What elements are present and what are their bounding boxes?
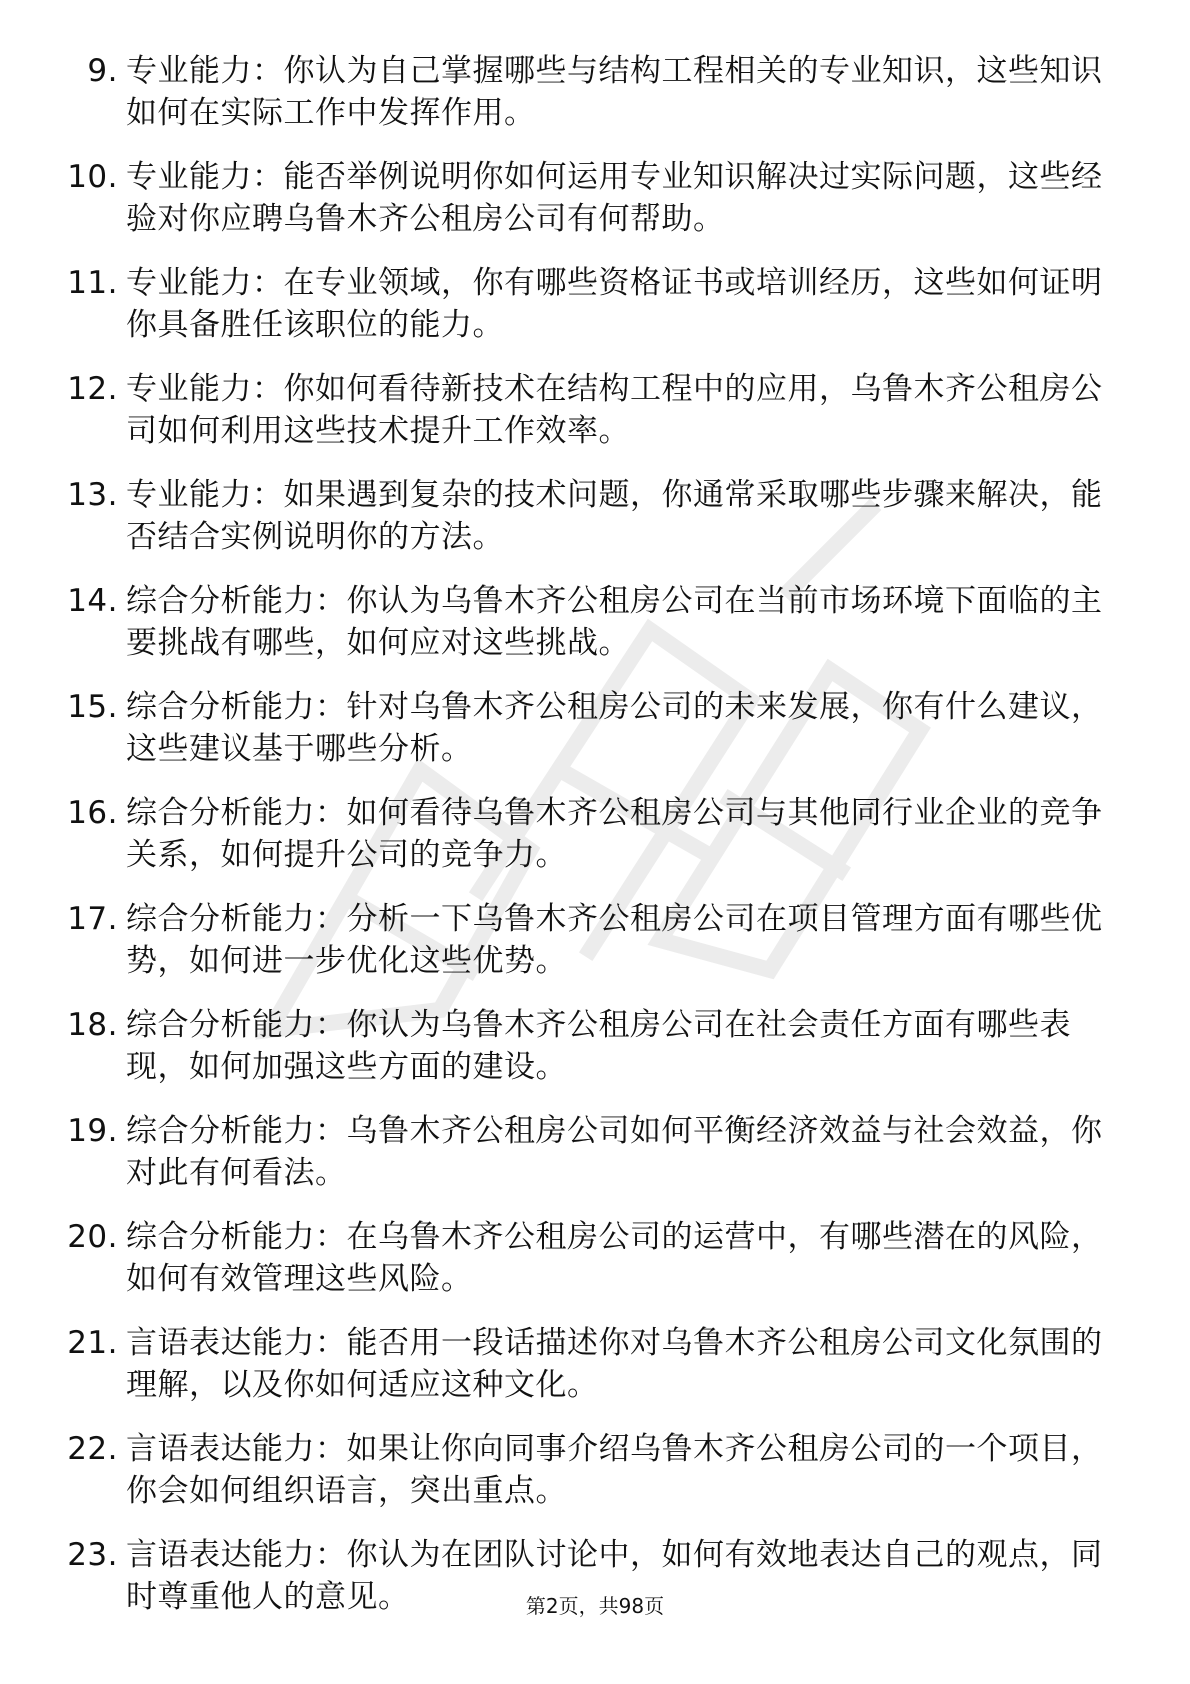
question-text: 综合分析能力：在乌鲁木齐公租房公司的运营中，有哪些潜在的风险，如何有效管理这些风险。 — [126, 1219, 1103, 1297]
question-item — [52, 1004, 1122, 1088]
question-item — [52, 1216, 1122, 1300]
question-number: 15. — [67, 689, 118, 725]
question-list — [52, 50, 1122, 1640]
question-text: 专业能力：你认为自己掌握哪些与结构工程相关的专业知识，这些知识如何在实际工作中发挥作用。 — [126, 53, 1103, 131]
question-number: 22. — [67, 1431, 118, 1467]
question-item — [52, 156, 1122, 240]
question-number: 18. — [67, 1007, 118, 1043]
question-text: 综合分析能力：乌鲁木齐公租房公司如何平衡经济效益与社会效益，你对此有何看法。 — [126, 1113, 1103, 1191]
question-number: 19. — [67, 1113, 118, 1149]
question-text: 专业能力：在专业领域，你有哪些资格证书或培训经历，这些如何证明你具备胜任该职位的能力。 — [126, 265, 1103, 343]
question-item — [52, 580, 1122, 664]
question-number: 17. — [67, 901, 118, 937]
question-text: 专业能力：能否举例说明你如何运用专业知识解决过实际问题，这些经验对你应聘乌鲁木齐公租房公司有何帮助。 — [126, 159, 1103, 237]
question-item — [52, 474, 1122, 558]
question-text: 言语表达能力：能否用一段话描述你对乌鲁木齐公租房公司文化氛围的理解，以及你如何适应这种文化。 — [126, 1325, 1103, 1403]
question-item — [52, 368, 1122, 452]
question-item — [52, 686, 1122, 770]
question-item — [52, 1110, 1122, 1194]
question-item — [52, 1428, 1122, 1512]
question-item — [52, 50, 1122, 134]
question-text: 综合分析能力：如何看待乌鲁木齐公租房公司与其他同行业企业的竞争关系，如何提升公司的竞争力。 — [126, 795, 1103, 873]
question-number: 11. — [67, 265, 118, 301]
question-number: 23. — [67, 1537, 118, 1573]
question-number: 16. — [67, 795, 118, 831]
question-text: 综合分析能力：针对乌鲁木齐公租房公司的未来发展，你有什么建议，这些建议基于哪些分析。 — [126, 689, 1103, 767]
question-item — [52, 898, 1122, 982]
question-item — [52, 262, 1122, 346]
question-number: 14. — [67, 583, 118, 619]
question-number: 10. — [67, 159, 118, 195]
question-text: 综合分析能力：你认为乌鲁木齐公租房公司在社会责任方面有哪些表现，如何加强这些方面的建设。 — [126, 1007, 1071, 1085]
question-text: 综合分析能力：你认为乌鲁木齐公租房公司在当前市场环境下面临的主要挑战有哪些，如何应对这些挑战。 — [126, 583, 1103, 661]
question-number: 12. — [67, 371, 118, 407]
question-number: 9. — [87, 53, 118, 89]
question-text: 综合分析能力：分析一下乌鲁木齐公租房公司在项目管理方面有哪些优势，如何进一步优化这些优势。 — [126, 901, 1103, 979]
question-text: 言语表达能力：你认为在团队讨论中，如何有效地表达自己的观点，同时尊重他人的意见。 — [126, 1537, 1103, 1615]
question-item — [52, 792, 1122, 876]
question-number: 21. — [67, 1325, 118, 1361]
question-text: 言语表达能力：如果让你向同事介绍乌鲁木齐公租房公司的一个项目，你会如何组织语言，突出重点。 — [126, 1431, 1103, 1509]
question-number: 20. — [67, 1219, 118, 1255]
question-item — [52, 1322, 1122, 1406]
question-number: 13. — [67, 477, 118, 513]
question-text: 专业能力：你如何看待新技术在结构工程中的应用，乌鲁木齐公租房公司如何利用这些技术提升工作效率。 — [126, 371, 1103, 449]
page-number-footer: 第2页，共98页 — [525, 1594, 665, 1618]
question-text: 专业能力：如果遇到复杂的技术问题，你通常采取哪些步骤来解决，能否结合实例说明你的方法。 — [126, 477, 1103, 555]
